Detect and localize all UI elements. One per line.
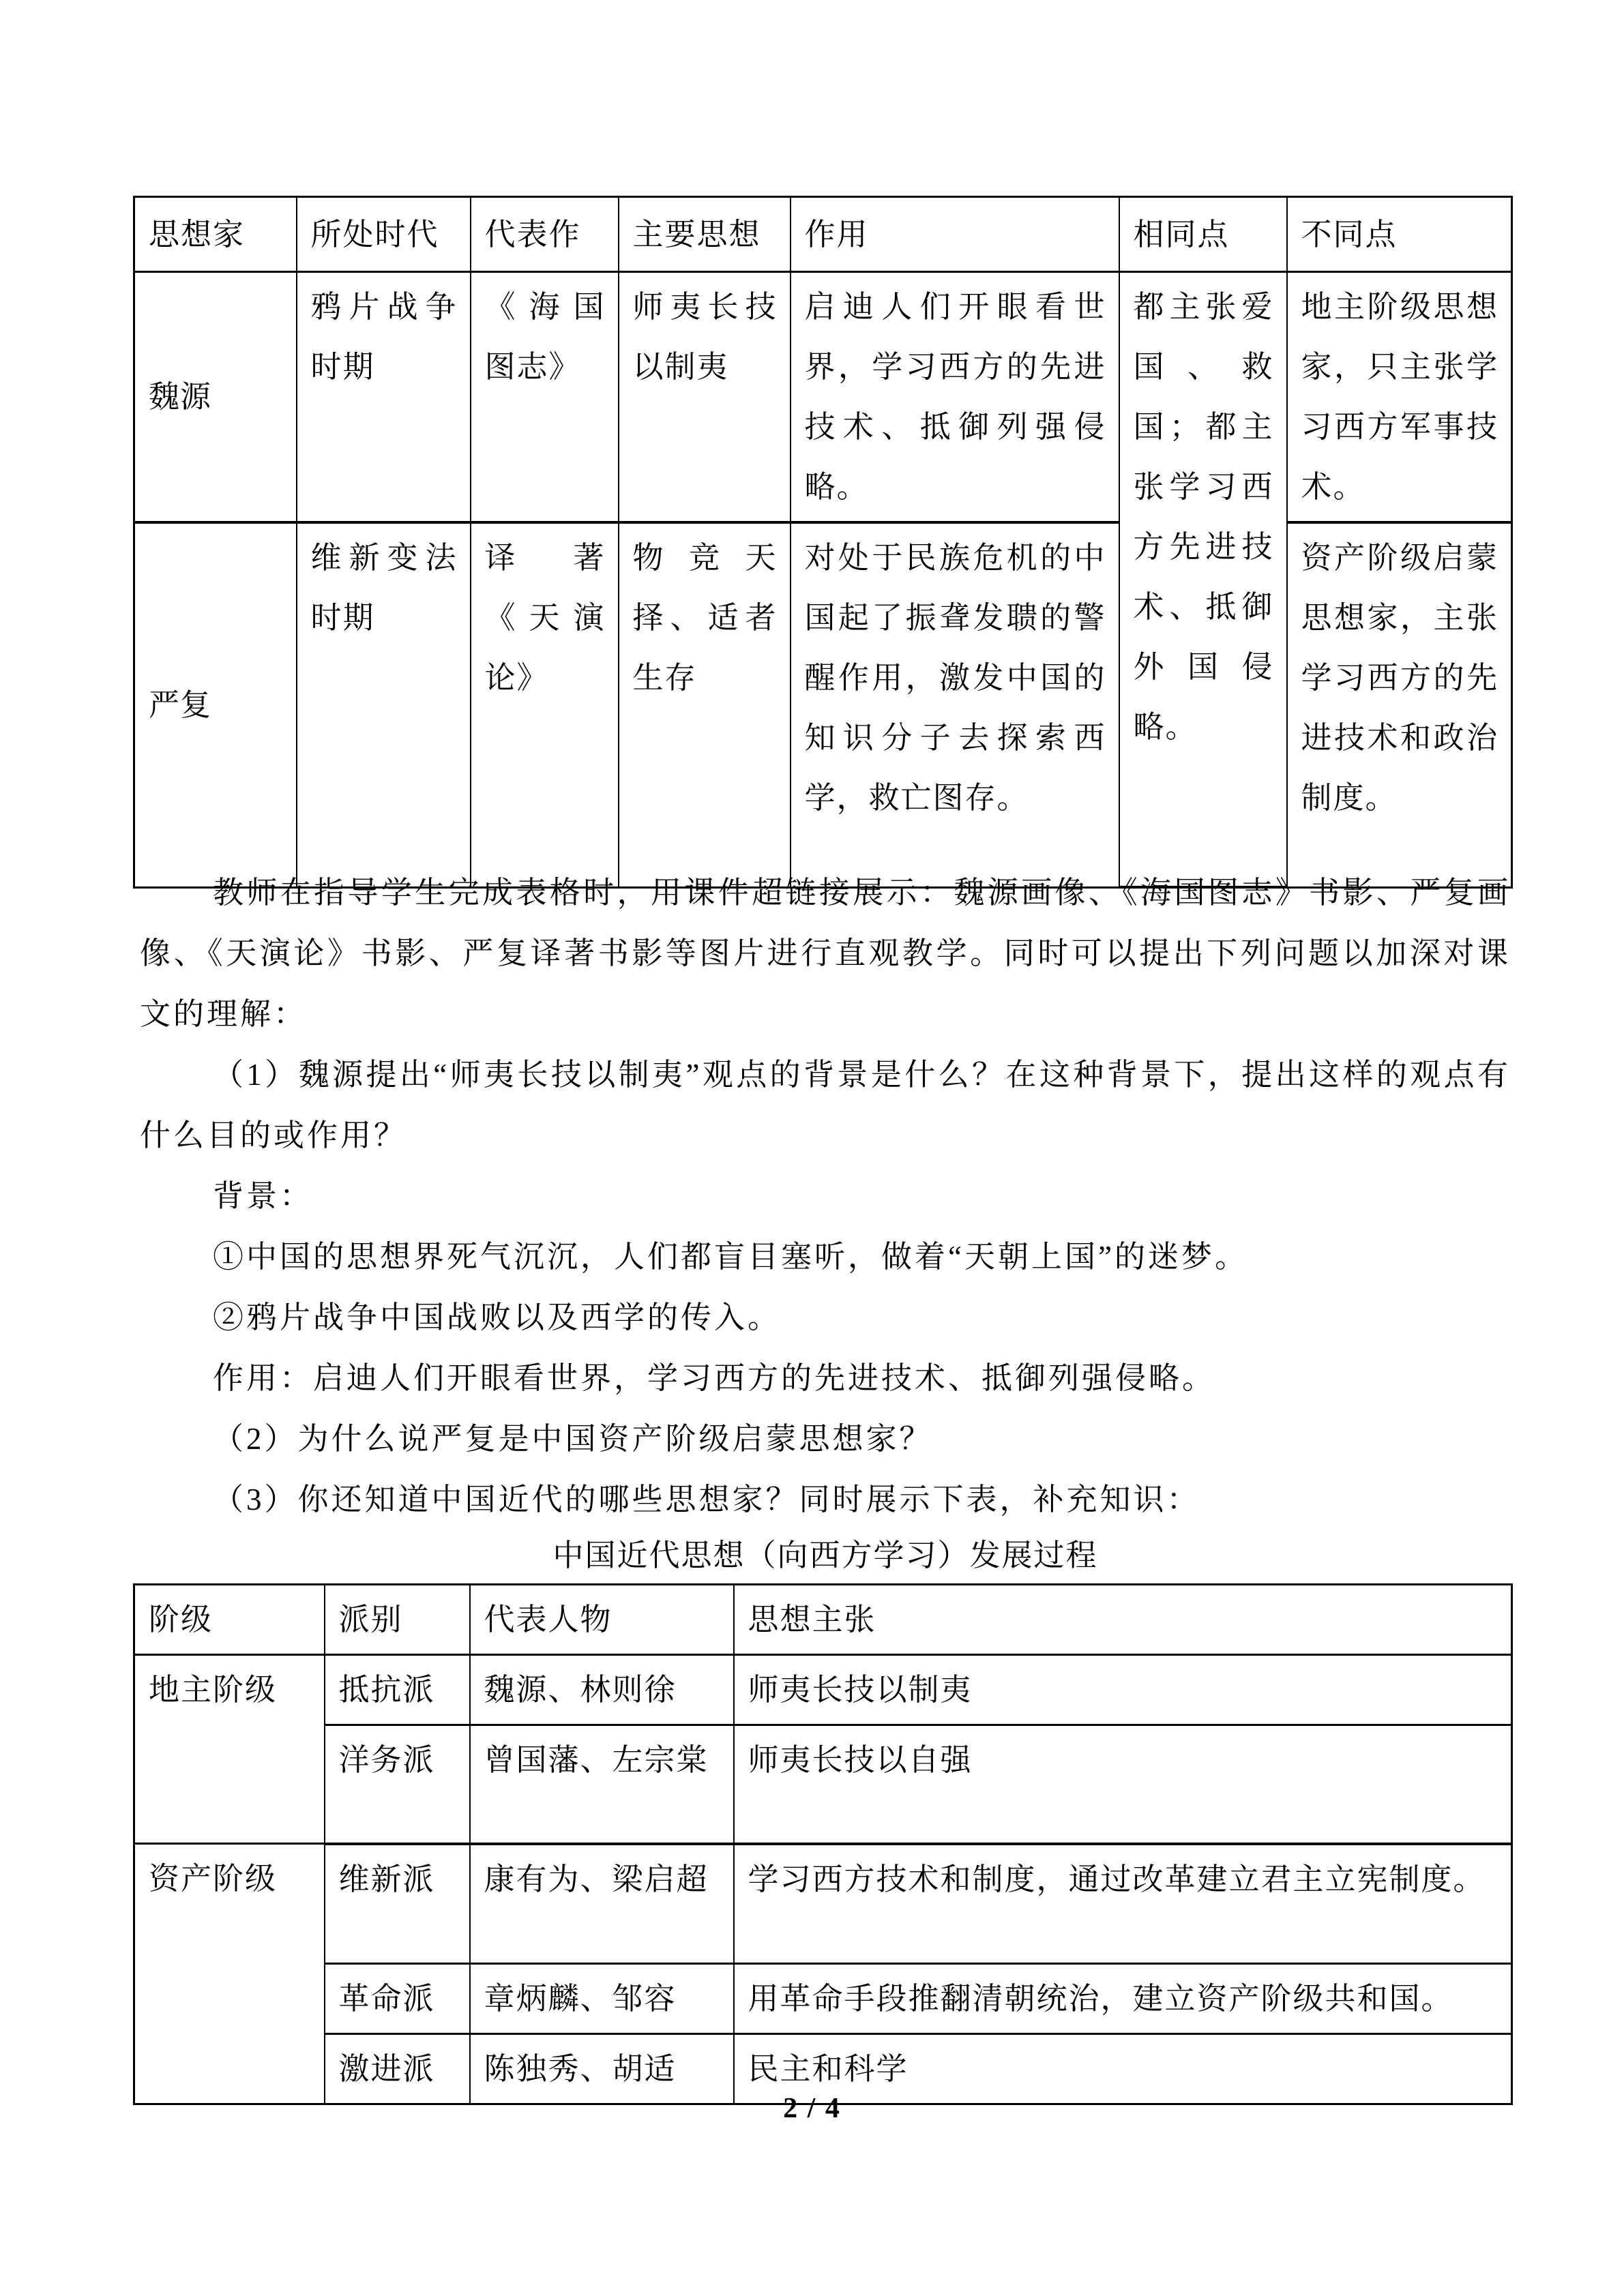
paragraph-background-point-2: ②鸦片战争中国战败以及西学的传入。 bbox=[213, 1300, 782, 1335]
col-header-idea: 主要思想 bbox=[619, 197, 791, 272]
thinkers-comparison-table bbox=[133, 196, 1513, 889]
cell-work: 《海国图志》 bbox=[471, 272, 619, 523]
col-header-era: 所处时代 bbox=[297, 197, 471, 272]
cell-idea: 物竞天择、适者生存 bbox=[619, 522, 791, 887]
cell-difference: 资产阶级启蒙思想家，主张学习西方的先进技术和政治制度。 bbox=[1287, 522, 1512, 887]
cell-faction: 抵抗派 bbox=[325, 1655, 470, 1725]
cell-faction: 洋务派 bbox=[325, 1725, 470, 1844]
cell-people: 康有为、梁启超 bbox=[470, 1844, 734, 1964]
col-header-work: 代表作 bbox=[471, 197, 619, 272]
col-header-class: 阶级 bbox=[134, 1585, 325, 1655]
cell-claim: 师夷长技以自强 bbox=[734, 1725, 1512, 1844]
table-row bbox=[134, 1655, 1512, 1725]
cell-claim: 民主和科学 bbox=[734, 2034, 1512, 2104]
cell-effect: 对处于民族危机的中国起了振聋发聩的警醒作用，激发中国的知识分子去探索西学，救亡图存。 bbox=[791, 522, 1119, 887]
cell-difference: 地主阶级思想家，只主张学习西方军事技术。 bbox=[1287, 272, 1512, 523]
cell-thinker: 严复 bbox=[134, 522, 297, 887]
cell-work: 译著《天演论》 bbox=[471, 522, 619, 887]
col-header-faction: 派别 bbox=[325, 1585, 470, 1655]
col-header-claim: 思想主张 bbox=[734, 1585, 1512, 1655]
cell-claim: 师夷长技以制夷 bbox=[734, 1655, 1512, 1725]
paragraph-effect: 作用：启迪人们开眼看世界，学习西方的先进技术、抵御列强侵略。 bbox=[213, 1361, 1216, 1395]
paragraph-background-label: 背景： bbox=[213, 1179, 314, 1213]
paragraph-teaching-note: 教师在指导学生完成表格时，用课件超链接展示：魏源画像、《海国图志》书影、严复画像、《天演论》书影、严复译著书影等图片进行直观教学。同时可以提出下列问题以加深对课文的理解： bbox=[140, 876, 1511, 1031]
thought-development-table bbox=[133, 1583, 1513, 2105]
cell-claim: 用革命手段推翻清朝统治，建立资产阶级共和国。 bbox=[734, 1964, 1512, 2034]
paragraph-question-2: （2）为什么说严复是中国资产阶级启蒙思想家？ bbox=[213, 1422, 933, 1456]
cell-idea: 师夷长技以制夷 bbox=[619, 272, 791, 523]
cell-people: 魏源、林则徐 bbox=[470, 1655, 734, 1725]
table-row bbox=[134, 1964, 1512, 2034]
cell-era: 鸦片战争时期 bbox=[297, 272, 471, 523]
cell-era: 维新变法时期 bbox=[297, 522, 471, 887]
cell-people: 陈独秀、胡适 bbox=[470, 2034, 734, 2104]
cell-similarity-merged: 都主张爱国、救国；都主张学习西方先进技术、抵御外国侵略。 bbox=[1119, 272, 1287, 888]
col-header-thinker: 思想家 bbox=[134, 197, 297, 272]
paragraph-question-3: （3）你还知道中国近代的哪些思想家？同时展示下表，补充知识： bbox=[213, 1482, 1200, 1517]
col-header-difference: 不同点 bbox=[1287, 197, 1512, 272]
cell-thinker: 魏源 bbox=[134, 272, 297, 523]
cell-faction: 维新派 bbox=[325, 1844, 470, 1964]
col-header-similarity: 相同点 bbox=[1119, 197, 1287, 272]
cell-effect: 启迪人们开眼看世界，学习西方的先进技术、抵御列强侵略。 bbox=[791, 272, 1119, 523]
body-text bbox=[140, 863, 1511, 1530]
cell-faction: 激进派 bbox=[325, 2034, 470, 2104]
col-header-effect: 作用 bbox=[791, 197, 1119, 272]
cell-faction: 革命派 bbox=[325, 1964, 470, 2034]
cell-class-bourgeois: 资产阶级 bbox=[134, 1844, 325, 2104]
table-header-row bbox=[134, 197, 1512, 272]
table-row bbox=[134, 272, 1512, 523]
paragraph-background-point-1: ①中国的思想界死气沉沉，人们都盲目塞听，做着“天朝上国”的迷梦。 bbox=[213, 1240, 1248, 1274]
page-number: 2 / 4 bbox=[783, 2093, 841, 2124]
cell-claim: 学习西方技术和制度，通过改革建立君主立宪制度。 bbox=[734, 1844, 1512, 1964]
cell-class-landlord: 地主阶级 bbox=[134, 1655, 325, 1844]
table-header-row bbox=[134, 1585, 1512, 1655]
table-row bbox=[134, 522, 1512, 887]
table-row bbox=[134, 1844, 1512, 1964]
cell-people: 曾国藩、左宗棠 bbox=[470, 1725, 734, 1844]
cell-people: 章炳麟、邹容 bbox=[470, 1964, 734, 2034]
table-row bbox=[134, 1725, 1512, 1844]
table2-title: 中国近代思想（向西方学习）发展过程 bbox=[552, 1538, 1098, 1572]
col-header-people: 代表人物 bbox=[470, 1585, 734, 1655]
paragraph-question-1: （1）魏源提出“师夷长技以制夷”观点的背景是什么？在这种背景下，提出这样的观点有什么目的或作用？ bbox=[140, 1058, 1511, 1152]
